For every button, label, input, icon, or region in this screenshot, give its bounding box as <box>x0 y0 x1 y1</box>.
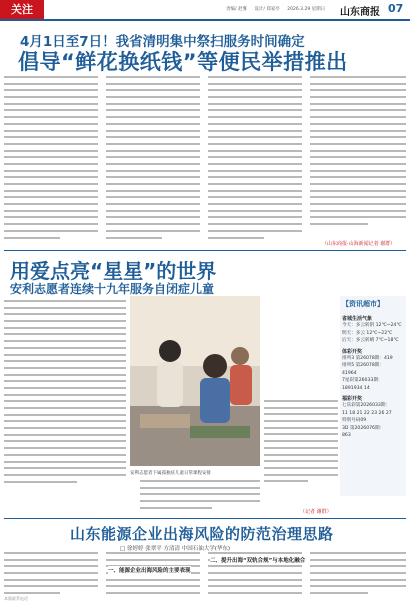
info-box <box>340 296 406 496</box>
newspaper-name: 山东商报 <box>340 7 380 18</box>
welfare-lottery-heading: 福彩开奖 <box>342 396 363 402</box>
lottery-line: 7星彩第26033期： <box>342 378 383 383</box>
lottery-line: 41964 <box>342 370 357 376</box>
story3-subhead: 二、提升出海“双轨合规”与本地化融合 <box>210 558 306 564</box>
section-divider <box>4 518 406 519</box>
story2-byline: （记者 谢群） <box>300 509 332 515</box>
editor-credit: 责编/ 赵雾 <box>226 7 247 12</box>
story1-kicker: 4月1日至7日！我省清明集中祭扫服务时间确定 <box>20 34 305 50</box>
lottery-line: 863 <box>342 433 351 438</box>
lottery-line: 3D 第2026076期： <box>342 425 385 431</box>
lottery-line: 特别号码09 <box>342 418 367 423</box>
info-box-title: 【资讯超市】 <box>342 300 384 308</box>
story1-byline: （山东商报·山海新闻记者 谢群） <box>322 241 396 247</box>
lottery-line: 1891934 14 <box>342 385 370 391</box>
lottery-line: 排列5 第26078期： <box>342 363 384 368</box>
weather-heading: 省城生活气象 <box>342 316 373 322</box>
story1-body <box>4 76 406 242</box>
story3-body <box>4 552 406 598</box>
story1-headline: 倡导“鲜花换纸钱”等便民举措推出 <box>18 50 348 74</box>
photo-children-playing <box>130 296 260 466</box>
designer-credit: 设计/ 郑家亭 <box>254 7 280 12</box>
story3-byline: □ 徐婷婷 张翠平 方清清 中国石油大学(华东) <box>120 546 230 552</box>
masthead <box>0 0 410 21</box>
story2-body-right <box>264 400 338 490</box>
section-tag: 关注 <box>0 0 44 19</box>
weather-line: 后天：多云转晴 7℃~18℃ <box>342 338 399 343</box>
lottery-line: 排列3 第26078期：419 <box>342 355 393 361</box>
story2-subhead: 安利志愿者连续十九年服务自闭症儿童 <box>10 282 215 296</box>
story2-body-left <box>4 300 126 490</box>
story2-body-mid <box>140 480 260 514</box>
lottery-line: 七乐彩第2026033期： <box>342 403 391 408</box>
issue-date: 2026.3.29 星期日 <box>287 7 326 12</box>
lottery-line: 11 18 21 22 23 26 27 <box>342 410 392 416</box>
page-meta <box>226 6 331 12</box>
story3-subhead: 一、能源企业出海风险的主要表现 <box>108 568 191 574</box>
page-number: 07 <box>388 2 404 15</box>
story2-headline: 用爱点亮“星星”的世界 <box>10 259 217 283</box>
story3-headline: 山东能源企业出海风险的防范治理思路 <box>70 525 334 543</box>
section-divider <box>4 250 406 251</box>
photo-caption: 安利志愿者下属孤独症儿童日常课程安排 <box>130 471 211 476</box>
sports-lottery-heading: 体彩开奖 <box>342 348 363 355</box>
weather-line: 明天：多云 12℃~22℃ <box>342 330 393 336</box>
page-footer: 本版联系电话 <box>4 596 28 601</box>
weather-line: 今天：多云转阴 12℃~24℃ <box>342 323 402 328</box>
news-photo <box>130 296 260 466</box>
